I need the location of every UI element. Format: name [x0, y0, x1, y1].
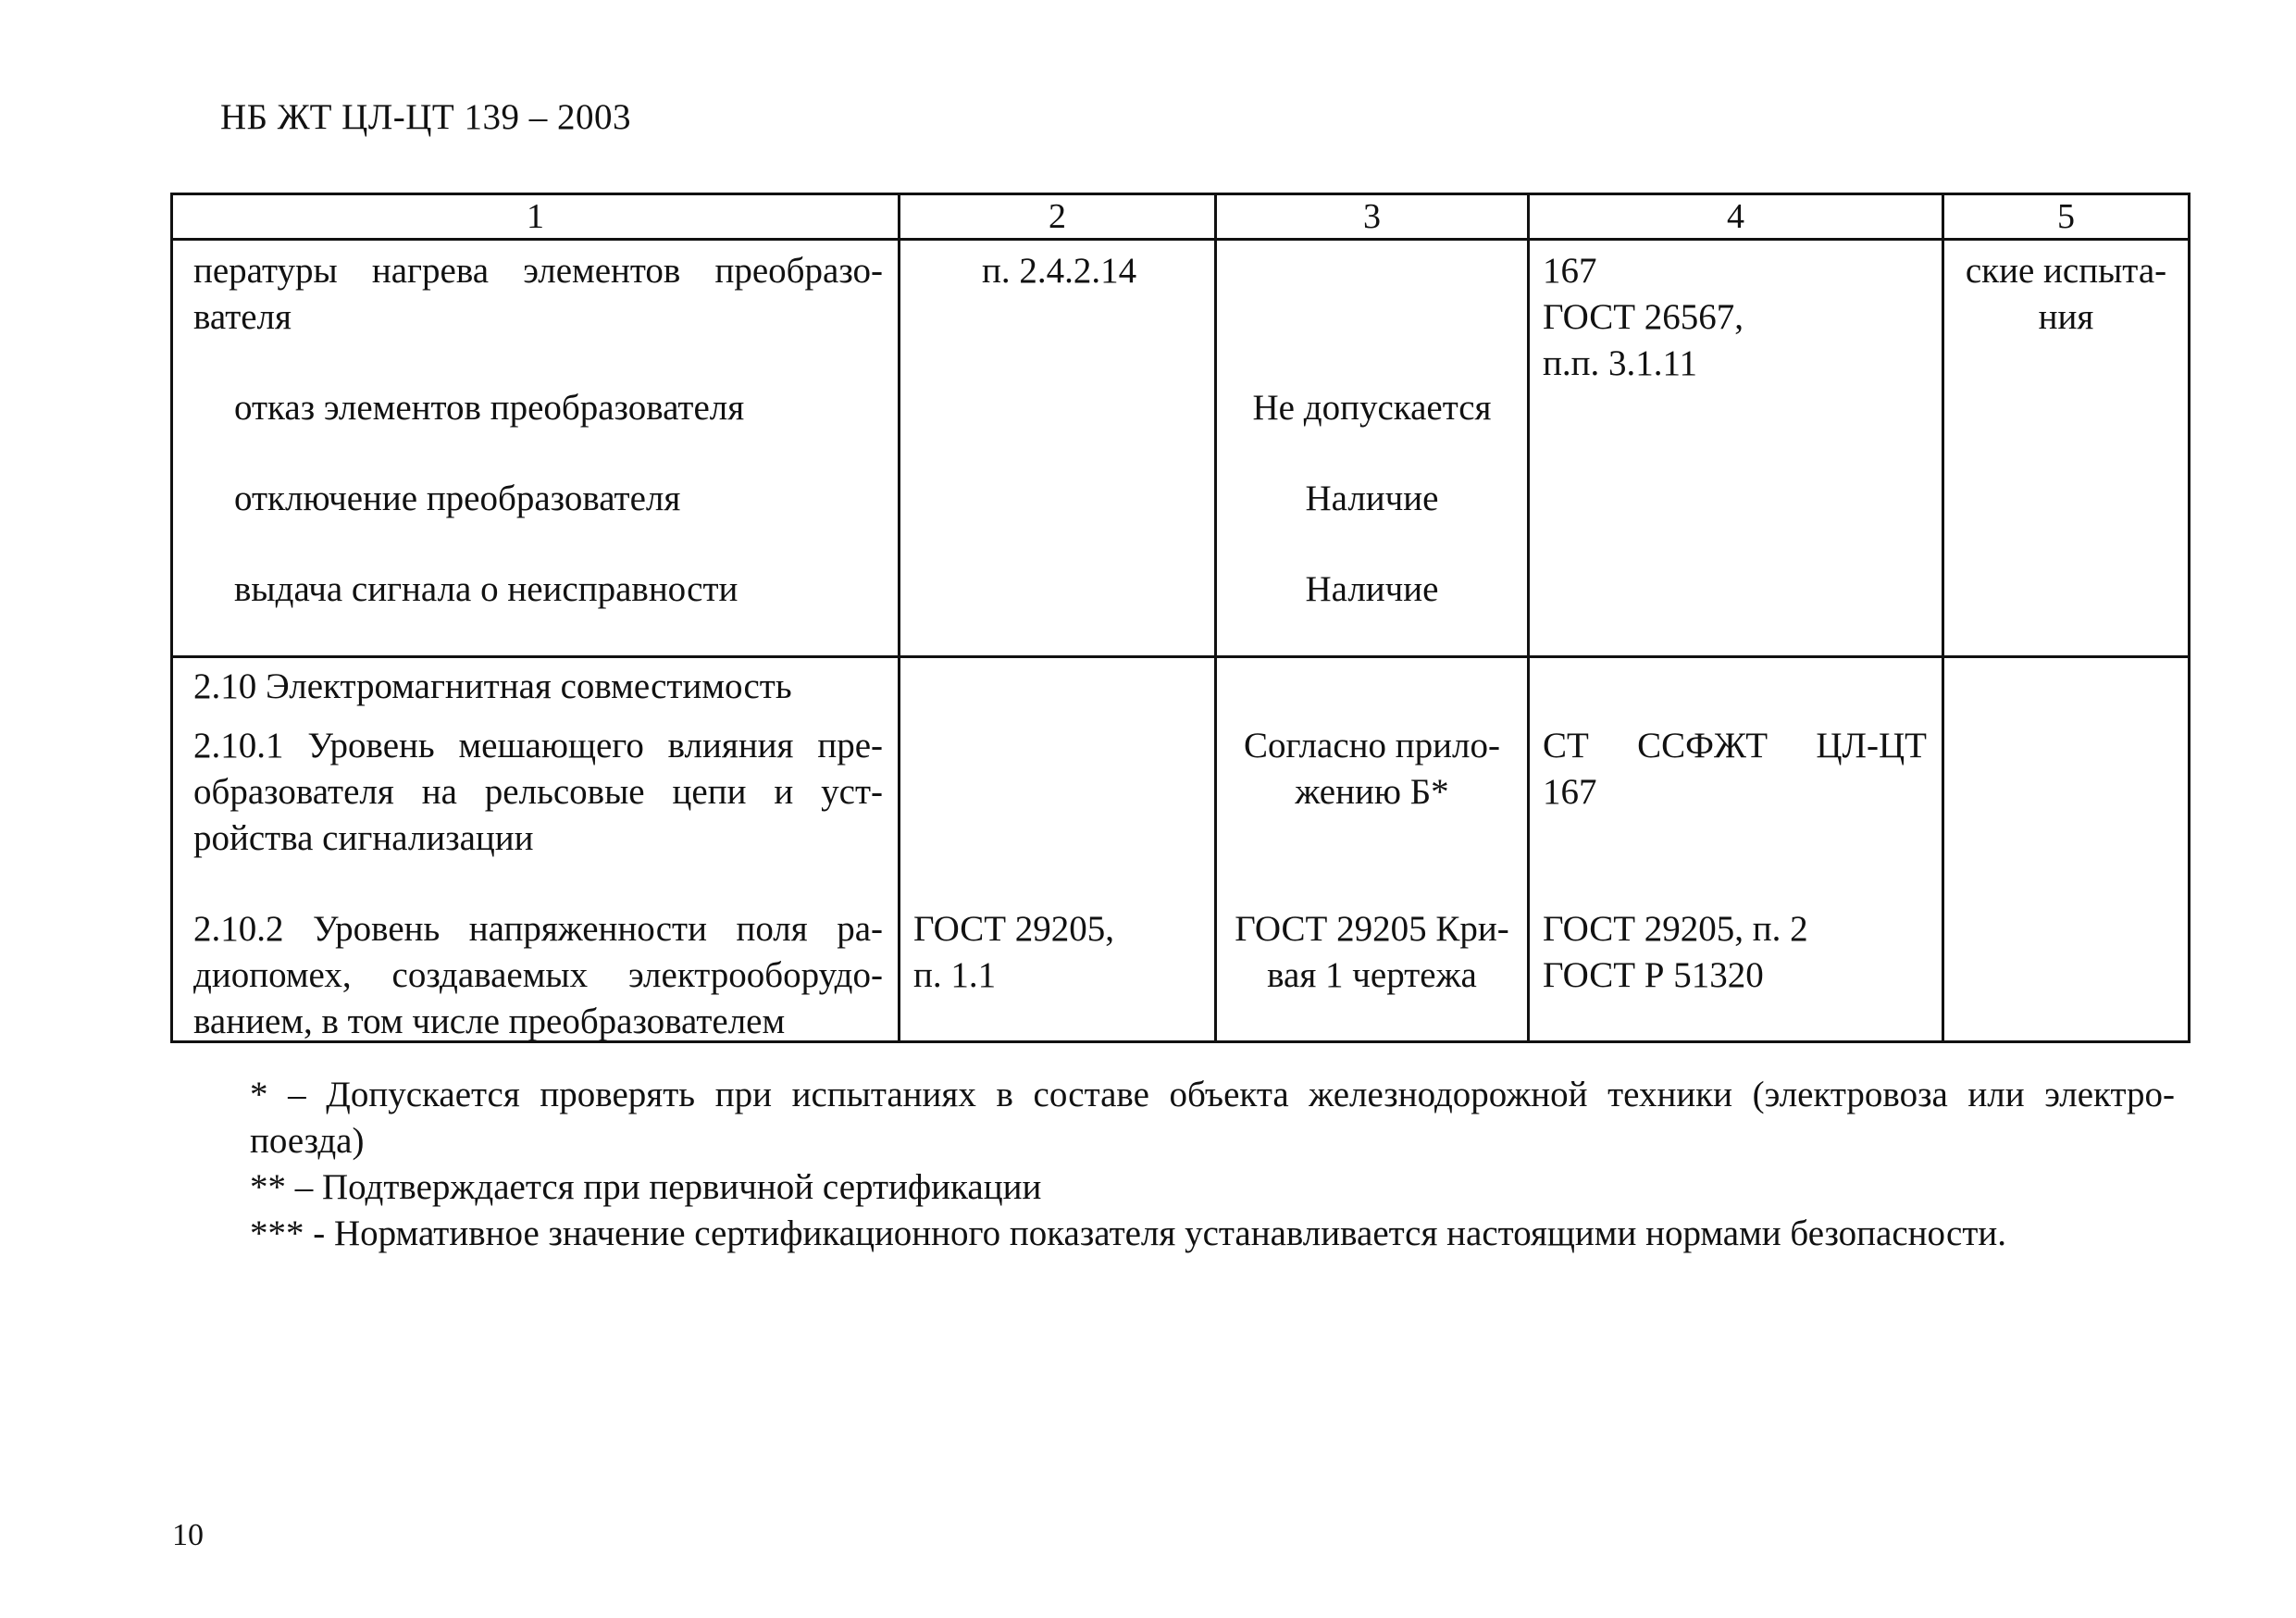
indicator-text: вателя [193, 297, 292, 337]
indicator-text: диопомех, создаваемых электрооборудо- [193, 955, 883, 995]
method-ref: ГОСТ Р 51320 [1543, 955, 1764, 995]
norm-value: Наличие [1305, 479, 1439, 518]
indicator-text: 2.10.1 Уровень мешающего влияния пре- [193, 726, 883, 765]
column-number: 5 [1943, 194, 2190, 240]
norm-value: вая 1 чертежа [1267, 955, 1477, 995]
indicator-subitem: выдача сигнала о неисправности [234, 569, 738, 609]
indicator-text: образователя на рельсовые цепи и уст- [193, 772, 883, 812]
row2-indicator-cell [172, 657, 900, 1042]
method-ref: ГОСТ 29205, п. 2 [1543, 909, 1808, 949]
clause-ref: п. 2.4.2.14 [982, 251, 1137, 291]
norm-value: жению Б* [1295, 772, 1449, 812]
column-number: 1 [172, 194, 900, 240]
footnote-2: ** – Подтверждается при первичной сертификации [250, 1167, 1042, 1207]
norm-value: Наличие [1305, 569, 1439, 609]
row1-method-cell [1529, 240, 1943, 657]
column-number: 4 [1529, 194, 1943, 240]
test-type-text: ния [2038, 297, 2094, 337]
indicator-subitem: отказ элементов преобразователя [234, 388, 745, 428]
indicator-text: пературы нагрева элементов преобразо- [193, 251, 883, 291]
table-row [172, 240, 2190, 657]
table-row [172, 657, 2190, 1042]
method-ref: ГОСТ 26567, [1543, 297, 1744, 337]
indicator-text: 2.10.2 Уровень напряженности поля ра- [193, 909, 883, 949]
row2-test-type-cell [1943, 657, 2190, 1042]
section-title: 2.10 Электромагнитная совместимость [193, 666, 792, 706]
test-type-text: ские испыта- [1965, 251, 2167, 291]
column-number: 3 [1216, 194, 1529, 240]
footnote-1-continued: поезда) [250, 1121, 365, 1161]
row1-test-type-cell [1943, 240, 2190, 657]
column-number: 2 [900, 194, 1216, 240]
row1-norm-cell [1216, 240, 1529, 657]
row1-clause-cell [900, 240, 1216, 657]
norm-value: Не допускается [1252, 388, 1492, 428]
norm-value: ГОСТ 29205 Кри- [1235, 909, 1509, 949]
clause-ref: ГОСТ 29205, [913, 909, 1115, 949]
footnote-3: *** - Нормативное значение сертификационного показателя устанавливается настоящими нормами безопасности. [250, 1214, 2006, 1253]
row2-method-cell [1529, 657, 1943, 1042]
indicator-subitem: отключение преобразователя [234, 479, 681, 518]
method-ref: п.п. 3.1.11 [1543, 343, 1698, 383]
requirements-table [170, 193, 2191, 1043]
row2-norm-cell [1216, 657, 1529, 1042]
method-ref: 167 [1543, 772, 1597, 812]
column-number-row [172, 194, 2190, 240]
method-ref: СТ ССФЖТ ЦЛ-ЦТ [1543, 726, 1927, 765]
row1-indicator-cell [172, 240, 900, 657]
row2-clause-cell [900, 657, 1216, 1042]
norm-value: Согласно прило- [1244, 726, 1500, 765]
footnote-1: * – Допускается проверять при испытаниях в составе объекта железнодорожной техники (электровоза или электро- [250, 1075, 2175, 1114]
document-code: НБ ЖТ ЦЛ-ЦТ 139 – 2003 [220, 97, 631, 137]
footnotes [250, 1072, 2175, 1257]
indicator-text: ванием, в том числе преобразователем [193, 1002, 786, 1041]
method-ref: 167 [1543, 251, 1597, 291]
page-number: 10 [172, 1518, 204, 1552]
clause-ref: п. 1.1 [913, 955, 997, 995]
indicator-text: ройства сигнализации [193, 818, 534, 858]
